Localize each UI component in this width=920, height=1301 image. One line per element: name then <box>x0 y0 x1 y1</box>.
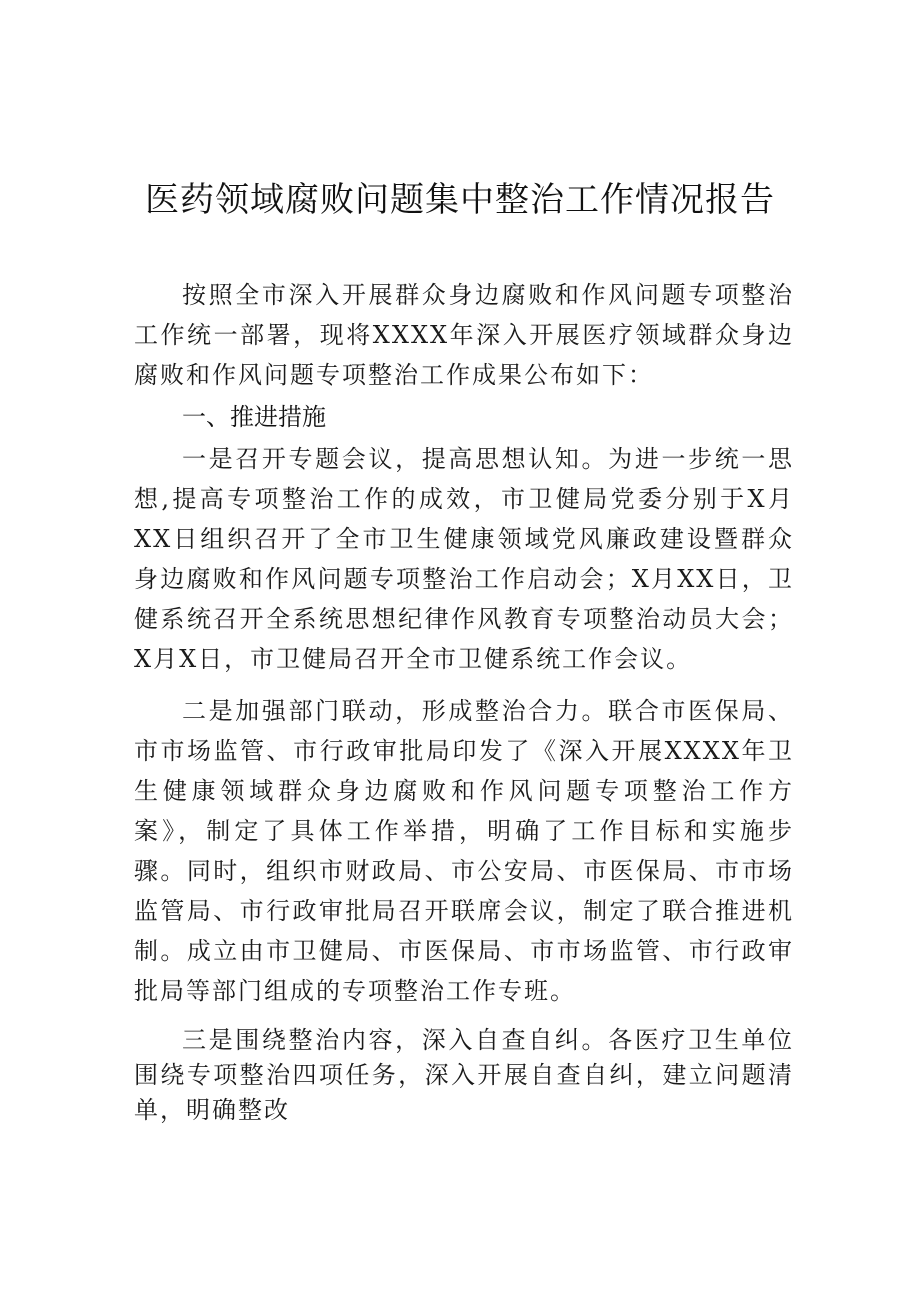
body-paragraph-2: 二是加强部门联动，形成整治合力。联合市医保局、市市场监管、市行政审批局印发了《深入开展XXXX年卫生健康领域群众身边腐败和作风问题专项整治工作方案》，制定了具体工作举措，明确了工作目标和实施步骤。同时，组织市财政局、市公安局、市医保局、市市场监管局、市行政审批局召开联席会议，制定了联合推进机制。成立由市卫健局、市医保局、市市场监管、市行政审批局等部门组成的专项整治工作专班。 <box>134 697 794 1005</box>
intro-paragraph: 按照全市深入开展群众身边腐败和作风问题专项整治工作统一部署，现将XXXX年深入开展医疗领域群众身边腐败和作风问题专项整治工作成果公布如下： <box>134 281 794 389</box>
document-body <box>134 275 794 1128</box>
body-paragraph-1: 一是召开专题会议，提高思想认知。为进一步统一思想,提高专项整治工作的成效，市卫健局党委分别于X月XX日组织召开了全市卫生健康领域党风廉政建设暨群众身边腐败和作风问题专项整治工作启动会；X月XX日，卫健系统召开全系统思想纪律作风教育专项整治动员大会；X月X日，市卫健局召开全市卫健系统工作会议。 <box>134 445 794 673</box>
body-paragraph-3: 三是围绕整治内容，深入自查自纠。各医疗卫生单位围绕专项整治四项任务，深入开展自查自纠，建立问题清单，明确整改 <box>134 1026 794 1124</box>
section-heading: 一、推进措施 <box>182 403 326 431</box>
document-title: 医药领域腐败问题集中整治工作情况报告 <box>145 180 775 220</box>
